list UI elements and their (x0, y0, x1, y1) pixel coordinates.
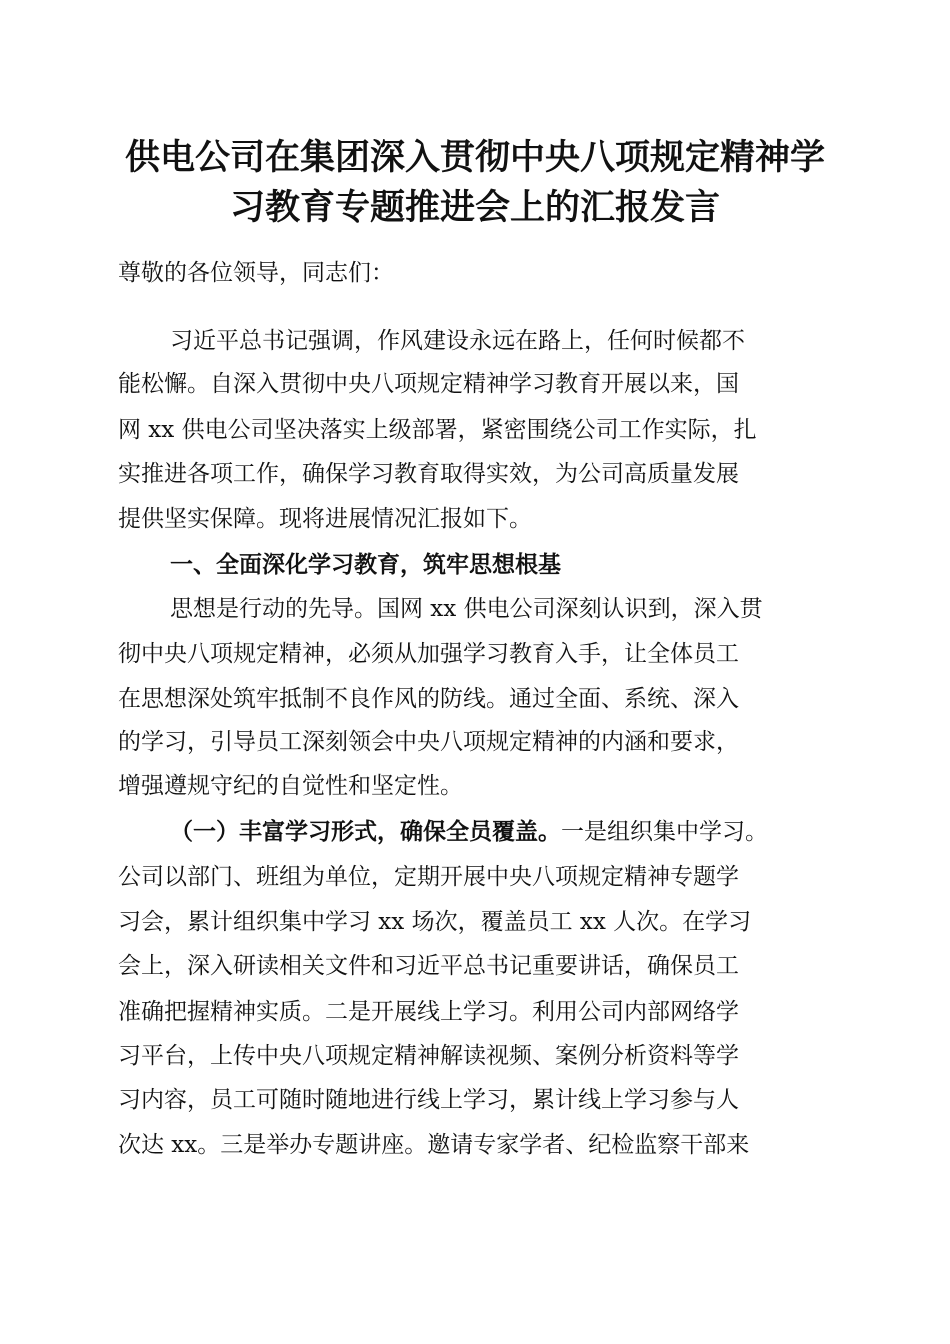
document-title-line-1: 供电公司在集团深入贯彻中央八项规定精神学 (124, 137, 825, 178)
subsection-1-line: 公司以部门、班组为单位，定期开展中央八项规定精神专题学 (118, 864, 739, 890)
document-title-line-2: 习教育专题推进会上的汇报发言 (229, 187, 720, 228)
subsection-1-line: 次达 xx。三是举办专题讲座。邀请专家学者、纪检监察干部来 (118, 1132, 750, 1158)
subsection-1-first-line (170, 812, 768, 852)
subsection-1-line: 习会，累计组织集中学习 xx 场次，覆盖员工 xx 人次。在学习 (118, 909, 752, 935)
intro-line: 提供坚实保障。现将进展情况汇报如下。 (118, 506, 532, 532)
subsection-1-line: 习内容，员工可随时随地进行线上学习，累计线上学习参与人 (118, 1087, 739, 1113)
subsection-1-lead: （一）丰富学习形式，确保全员覆盖。 (170, 818, 561, 845)
salutation: 尊敬的各位领导，同志们： (118, 260, 394, 286)
subsection-1-lead-rest: 一是组织集中学习。 (561, 819, 768, 845)
section-1-line: 思想是行动的先导。国网 xx 供电公司深刻认识到，深入贯 (170, 596, 763, 622)
intro-line: 实推进各项工作，确保学习教育取得实效，为公司高质量发展 (118, 461, 739, 487)
subsection-1-line: 习平台，上传中央八项规定精神解读视频、案例分析资料等学 (118, 1043, 739, 1069)
section-1-line: 增强遵规守纪的自觉性和坚定性。 (118, 773, 463, 799)
section-1-line: 彻中央八项规定精神，必须从加强学习教育入手，让全体员工 (118, 641, 739, 667)
intro-line: 能松懈。自深入贯彻中央八项规定精神学习教育开展以来，国 (118, 371, 739, 397)
subsection-1-line: 准确把握精神实质。二是开展线上学习。利用公司内部网络学 (118, 999, 739, 1025)
section-1-heading: 一、全面深化学习教育，筑牢思想根基 (170, 552, 561, 578)
subsection-1-line: 会上，深入研读相关文件和习近平总书记重要讲话，确保员工 (118, 953, 739, 979)
intro-line: 网 xx 供电公司坚决落实上级部署，紧密围绕公司工作实际，扎 (118, 417, 757, 443)
intro-line: 习近平总书记强调，作风建设永远在路上，任何时候都不 (170, 328, 745, 354)
section-1-line: 的学习，引导员工深刻领会中央八项规定精神的内涵和要求， (118, 729, 739, 755)
section-1-line: 在思想深处筑牢抵制不良作风的防线。通过全面、系统、深入 (118, 686, 739, 712)
